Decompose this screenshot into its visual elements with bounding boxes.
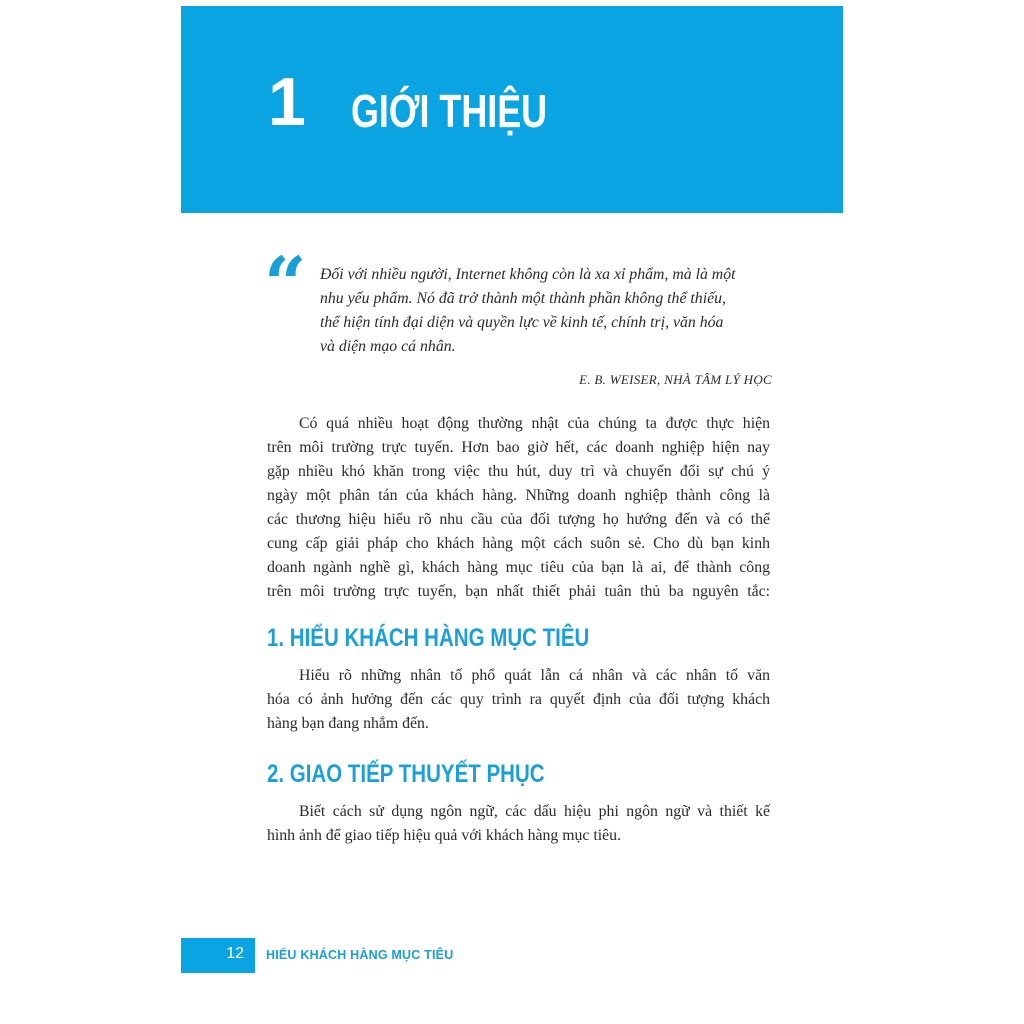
section-2-paragraph (267, 800, 770, 848)
paragraph-line: trên môi trường trực tuyến. Hơn bao giờ hết, các doanh nghiệp hiện nay (267, 439, 770, 456)
paragraph-line: Biết cách sử dụng ngôn ngữ, các dấu hiệu phi ngôn ngữ và thiết kế (299, 803, 770, 820)
paragraph-line: trên môi trường trực tuyến, bạn nhất thiết phải tuân thủ ba nguyên tắc: (267, 583, 770, 600)
quote-mark-icon: “ (264, 242, 307, 328)
intro-paragraph (267, 412, 770, 604)
paragraph-line: Hiểu rõ những nhân tố phổ quát lẫn cá nhân và các nhân tố văn (299, 667, 770, 684)
epigraph-line: nhu yếu phẩm. Nó đã trở thành một thành phần không thể thiếu, (320, 290, 726, 307)
paragraph-line: cung cấp giải pháp cho khách hàng một cách suôn sẻ. Cho dù bạn kinh (267, 535, 770, 552)
chapter-number: 1 (268, 64, 306, 140)
paragraph-line: các thương hiệu hiểu rõ nhu cầu của đối tượng họ hướng đến và có thể (267, 511, 770, 528)
chapter-title: GIỚI THIỆU (351, 85, 548, 137)
paragraph-line: gặp nhiều khó khăn trong việc thu hút, duy trì và chuyển đổi sự chú ý (267, 463, 770, 480)
epigraph-line: và diện mạo cá nhân. (320, 338, 456, 355)
epigraph-line: thể hiện tính đại diện và quyền lực về kinh tế, chính trị, văn hóa (320, 314, 724, 331)
paragraph-line: ngày một phân tán của khách hàng. Những doanh nghiệp thành công là (267, 487, 770, 504)
running-header: HIỂU KHÁCH HÀNG MỤC TIÊU (266, 948, 454, 962)
section-1-paragraph (267, 664, 770, 736)
paragraph-line: hàng bạn đang nhắm đến. (267, 715, 429, 732)
paragraph-line: Có quá nhiều hoạt động thường nhật của chúng ta được thực hiện (299, 415, 770, 432)
paragraph-line: hình ảnh để giao tiếp hiệu quả với khách hàng mục tiêu. (267, 827, 622, 844)
chapter-banner (181, 6, 843, 213)
section-heading-2: 2. GIAO TIẾP THUYẾT PHỤC (267, 760, 545, 788)
epigraph-quote (320, 263, 772, 359)
epigraph-attribution: E. B. WEISER, NHÀ TÂM LÝ HỌC (579, 372, 772, 387)
paragraph-line: hóa có ảnh hưởng đến các quy trình ra quyết định của đối tượng khách (267, 691, 770, 708)
paragraph-line: doanh ngành nghề gì, khách hàng mục tiêu của bạn là ai, để thành công (267, 559, 770, 576)
epigraph-line: Đối với nhiều người, Internet không còn là xa xỉ phẩm, mà là một (320, 266, 736, 283)
section-heading-1: 1. HIỂU KHÁCH HÀNG MỤC TIÊU (267, 624, 590, 652)
page-number: 12 (226, 945, 244, 962)
page-number-box (181, 938, 255, 973)
